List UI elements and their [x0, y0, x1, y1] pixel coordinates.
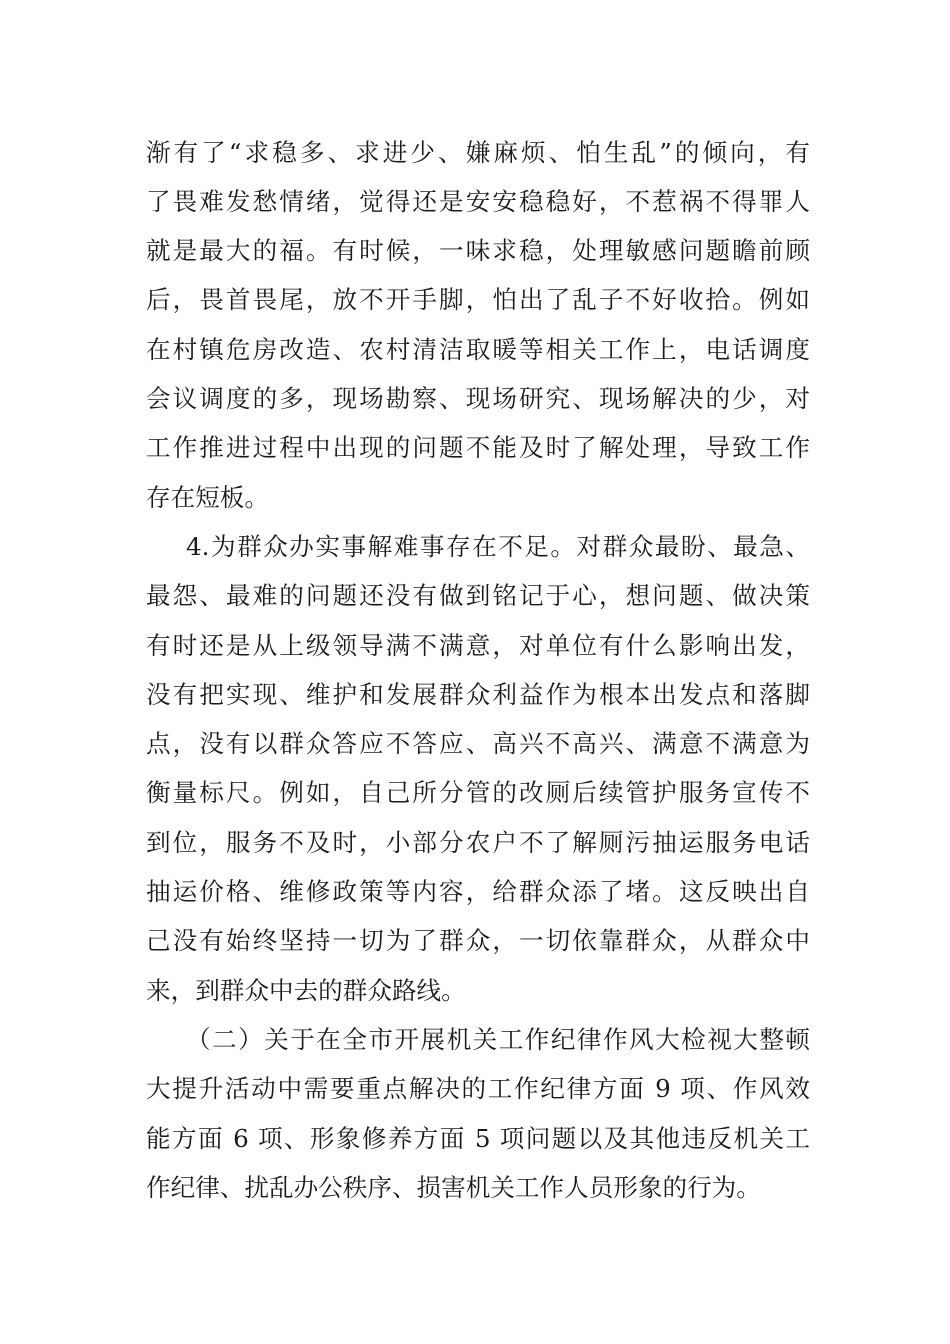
text-line: 在村镇危房改造、农村清洁取暖等相关工作上，电话调度	[146, 335, 810, 364]
text-line: 最怨、最难的问题还没有做到铭记于心，想问题、做决策	[146, 581, 810, 610]
text-line: 工作推进过程中出现的问题不能及时了解处理，导致工作	[146, 433, 810, 462]
text-line: 没有把实现、维护和发展群众利益作为根本出发点和落脚	[146, 680, 810, 709]
text-line: 点，没有以群众答应不答应、高兴不高兴、满意不满意为	[146, 729, 810, 758]
text-line: 来，到群众中去的群众路线。	[146, 976, 466, 1005]
text-line: 到位，服务不及时，小部分农户不了解厕污抽运服务电话	[146, 828, 810, 857]
text-line: 抽运价格、维修政策等内容，给群众添了堵。这反映出自	[146, 877, 810, 906]
text-line: 有时还是从上级领导满不满意，对单位有什么影响出发，	[146, 631, 810, 660]
text-line: 能方面 6 项、形象修养方面 5 项问题以及其他违反机关工	[146, 1124, 810, 1153]
text-line: 了畏难发愁情绪，觉得还是安安稳稳好，不惹祸不得罪人	[146, 187, 810, 216]
text-line: 就是最大的福。有时候，一味求稳，处理敏感问题瞻前顾	[146, 236, 810, 265]
paragraph-heading-line: 4.为群众办实事解难事存在不足。对群众最盼、最急、	[186, 532, 810, 561]
text-line: 存在短板。	[146, 483, 269, 512]
text-line: 衡量标尺。例如，自己所分管的改厕后续管护服务宣传不	[146, 778, 810, 807]
text-line: 渐有了“求稳多、求进少、嫌麻烦、怕生乱”的倾向，有	[146, 138, 810, 167]
text-line: 作纪律、扰乱办公秩序、损害机关工作人员形象的行为。	[146, 1173, 761, 1202]
section-heading-line: （二）关于在全市开展机关工作纪律作风大检视大整顿	[186, 1025, 810, 1054]
text-line: 己没有始终坚持一切为了群众，一切依靠群众，从群众中	[146, 926, 810, 955]
text-line: 后，畏首畏尾，放不开手脚，怕出了乱子不好收拾。例如	[146, 285, 810, 314]
text-line: 会议调度的多，现场勘察、现场研究、现场解决的少，对	[146, 384, 810, 413]
text-line: 大提升活动中需要重点解决的工作纪律方面 9 项、作风效	[146, 1074, 810, 1103]
